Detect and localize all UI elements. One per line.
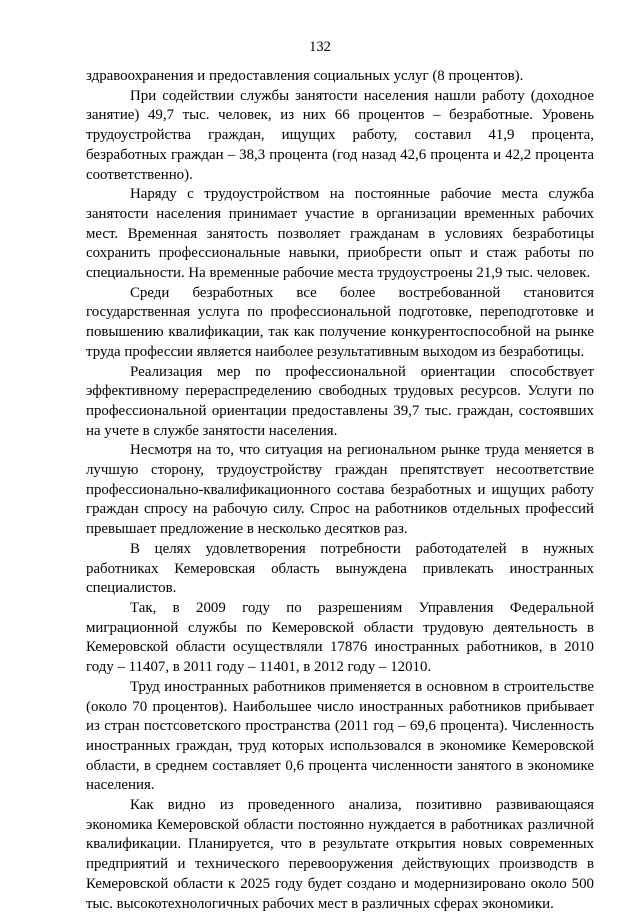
paragraph-employment-assistance: При содействии службы занятости населения нашли работу (доходное занятие) 49,7 тыс. человек, из них 66 процентов – безработные. Уровень трудоустройства граждан, ищущих работу, составил 41,9 процента, безработных граждан – 38,3 процента (год назад 42,6 процента и 42,2 процента соответственно). [86,87,594,183]
paragraph-career-guidance: Реализация мер по профессиональной ориентации способствует эффективному перераспределению свободных трудовых ресурсов. Услуги по профессиональной ориентации предоставлены 39,7 тыс. граждан, состоявших на учете в службе занятости населения. [86,363,594,439]
paragraph-temporary-employment: Наряду с трудоустройством на постоянные рабочие места служба занятости населения принимает участие в организации временных рабочих мест. Временная занятость позволяет гражданам в условиях безработицы сохранить профессиональные навыки, приобрести опыт и стаж работы по специальности. На временные рабочие места трудоустроены 21,9 тыс. человек. [86,186,594,282]
document-body [86,67,594,914]
page-number: 132 [309,39,331,55]
paragraph-continuation: здравоохранения и предоставления социальных услуг (8 процентов). [86,68,524,84]
paragraph-labor-mismatch: Несмотря на то, что ситуация на региональном рынке труда меняется в лучшую сторону, трудоустройству граждан препятствует несоответствие профессионально-квалификационного состава безработных и ищущих работу граждан спросу на рабочую силу. Спрос на работников отдельных профессий превышает предложение в несколько десятков раз. [86,442,594,538]
paragraph-foreign-labor-sectors: Труд иностранных работников применяется в основном в строительстве (около 70 процентов). Наибольшее число иностранных работников прибывает из стран постсоветского пространства (2011 год – 69,6 процента). Численность иностранных граждан, труд которых использовался в экономике Кемеровской области, в среднем составляет 0,6 процента численности занятого в экономике населения. [86,678,594,794]
paragraph-conclusion: Как видно из проведенного анализа, позитивно развивающаяся экономика Кемеровской области постоянно нуждается в работниках различной квалификации. Планируется, что в результате открытия новых современных предприятий и технического перевооружения действующих производств в Кемеровской области к 2025 году будет создано и модернизировано около 500 тыс. высокотехнологичных рабочих мест в различных сферах экономики. [86,797,594,912]
paragraph-migration-statistics: Так, в 2009 году по разрешениям Управления Федеральной миграционной службы по Кемеровской области трудовую деятельность в Кемеровской области осуществляли 17876 иностранных работников, в 2010 году – 11407, в 2011 году – 11401, в 2012 году – 12010. [86,599,594,676]
paragraph-foreign-specialists: В целях удовлетворения потребности работодателей в нужных работниках Кемеровская область вынуждена привлекать иностранных специалистов. [86,540,594,597]
paragraph-vocational-training: Среди безработных все более востребованной становится государственная услуга по профессиональной подготовке, переподготовке и повышению квалификации, так как получение конкурентоспособной на рынке труда профессии является наиболее результативным выходом из безработицы. [86,284,594,360]
